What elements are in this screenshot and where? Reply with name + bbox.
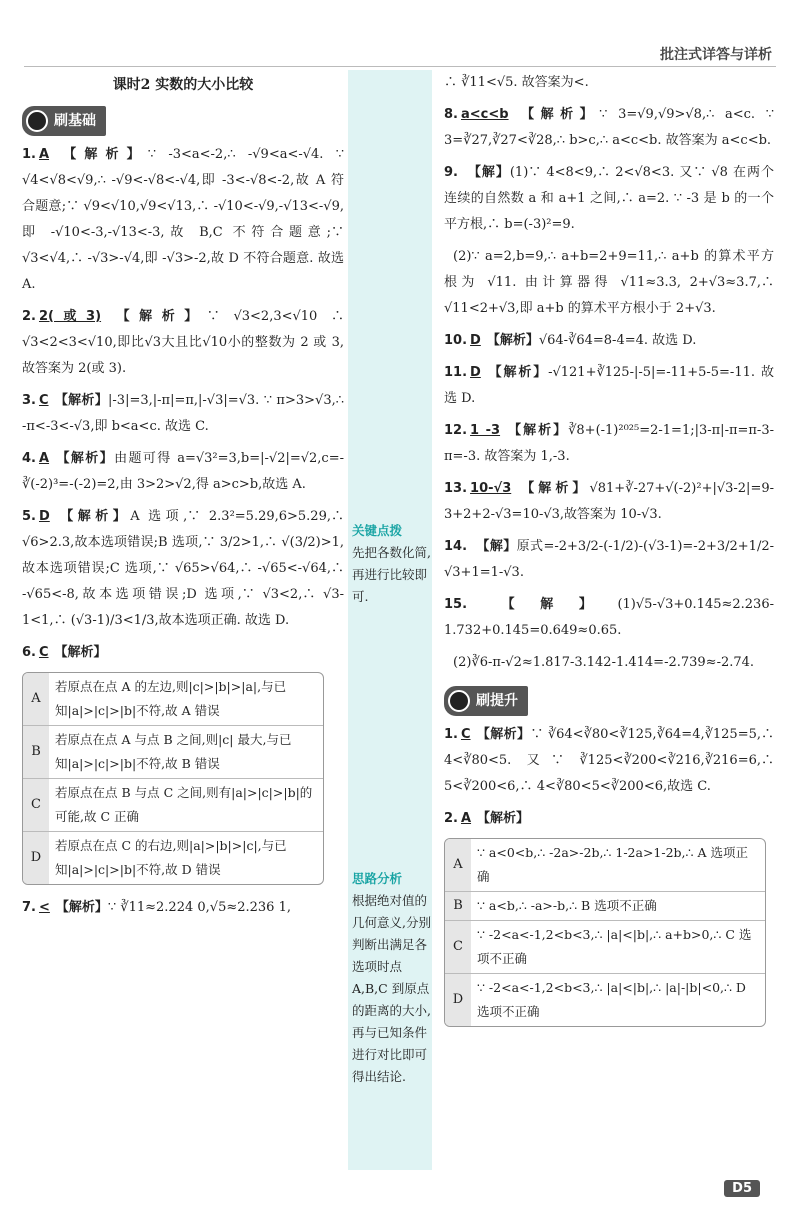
item-answer: A (38, 451, 50, 466)
option-row (445, 920, 765, 973)
option-text: ∵ a<b,∴ -a>-b,∴ B 选项不正确 (477, 898, 657, 913)
item-text: ∵ ∛64<∛80<∛125,∛64=4,∛125=5,∴ 4<∛80<5. 又∵ ∛125<∛200<∛216,∛216=6,∴ 5<∛200<6,∴ 4<∛80<5<∛200<6,故选 C. (444, 727, 774, 794)
item-tag: 【解】 (466, 165, 510, 180)
item-answer: 2(或3) (38, 309, 102, 324)
page-number: D5 (724, 1180, 760, 1197)
item-number: 1. (444, 727, 458, 742)
item-text: -√121+∛125-|-5|=-11+5-5=-11. 故选 D. (444, 365, 774, 406)
answer-item (444, 244, 774, 322)
item-tag: 【解析】 (55, 509, 131, 524)
item-tag: 【解析】 (54, 645, 107, 660)
note-text: 先把各数化简,再进行比较即可. (352, 545, 431, 604)
item-tag: 【解】 (476, 597, 618, 612)
answer-item (444, 360, 774, 412)
advanced-answer-list (444, 722, 774, 832)
header-rule (24, 66, 776, 67)
running-header: 批注式详答与详析 (660, 47, 772, 63)
option-label: D (445, 974, 471, 1026)
item-number: 11. (444, 365, 468, 380)
left-column (22, 70, 344, 927)
option-label: A (23, 673, 49, 725)
option-row (445, 839, 765, 891)
item-number: 10. (444, 333, 468, 348)
option-text: ∵ -2<a<-1,2<b<3,∴ |a|<|b|,∴ |a|-|b|<0,∴ D 选项不正确 (477, 980, 746, 1019)
answer-item (444, 722, 774, 800)
option-row (23, 831, 323, 884)
lesson-title: 课时2 实数的大小比较 (112, 77, 254, 93)
item-text: ∵ 3=√9,√9>√8,∴ a<c. ∵ 3=∛27,∛27<∛28,∴ b>c,∴ a<c<b. 故答案为 a<c<b. (444, 107, 774, 148)
answer-item (22, 304, 344, 382)
item-answer: C (460, 727, 471, 742)
section-basic-label: 刷基础 (54, 113, 96, 129)
item-tag: 【解析】 (54, 393, 109, 408)
answer-item (444, 592, 774, 644)
item-number: 13. (444, 481, 468, 496)
item-tag: 【解析】 (514, 107, 600, 122)
item-answer: C (38, 645, 49, 660)
item-tag: 【解析】 (477, 811, 530, 826)
adv2-option-table (444, 838, 766, 1027)
note-title: 思路分析 (352, 871, 403, 886)
option-text: ∵ -2<a<-1,2<b<3,∴ |a|<|b|,∴ a+b>0,∴ C 选项不正确 (477, 927, 752, 966)
answer-item (444, 160, 774, 238)
option-row (445, 891, 765, 920)
item-text: (2)∛6-π-√2≈1.817-3.142-1.414=-2.739≈-2.74. (453, 655, 755, 670)
answer-item (22, 446, 344, 498)
item-number: 4. (22, 451, 36, 466)
item-number: 3. (22, 393, 36, 408)
item-answer: 10-√3 (470, 481, 512, 496)
option-row (23, 725, 323, 778)
item-number: 6. (22, 645, 36, 660)
option-text: 若原点在点 A 的左边,则|c|>|b|>|a|,与已知|a|>|c|>|b|不符,故 A 错误 (55, 679, 287, 718)
item-answer: D (470, 333, 481, 348)
option-label: A (445, 839, 471, 891)
item-number: 2. (444, 811, 458, 826)
badge-icon (448, 690, 470, 712)
item-number: 7. (22, 900, 36, 915)
item-number: 12. (444, 423, 468, 438)
item-number: 15. (444, 597, 468, 612)
item-tag: 【解析】 (107, 309, 207, 324)
item-answer: < (38, 900, 50, 915)
item-number: 5. (22, 509, 36, 524)
item-tag: 【解析】 (486, 365, 549, 380)
right-answer-list (444, 102, 774, 676)
q6-option-table (22, 672, 324, 885)
answer-item (444, 328, 774, 354)
item-text: ∛8+(-1)²⁰²⁵=2-1=1;|3-π|-π=π-3-π=-3. 故答案为 1,-3. (444, 423, 774, 464)
note-title: 关键点拨 (352, 523, 403, 538)
item-tag: 【解析】 (476, 727, 531, 742)
option-label: B (445, 892, 471, 920)
item-answer: C (38, 393, 49, 408)
item-tag: 【解析】 (517, 481, 590, 496)
item-number: 1. (22, 147, 36, 162)
item-answer: 1 -3 (470, 423, 501, 438)
answer-item (22, 388, 344, 440)
answer-item (444, 418, 774, 470)
answer-item (22, 142, 344, 298)
option-row (23, 778, 323, 831)
option-row (23, 673, 323, 725)
item-answer: D (470, 365, 481, 380)
answer-item (22, 640, 344, 666)
item-tag: 【解析】 (506, 423, 569, 438)
item-tag: 【解析】 (55, 451, 115, 466)
section-advanced-badge (444, 686, 528, 716)
note-text: 根据绝对值的几何意义,分别判断出满足各选项时点 A,B,C 到原点的距离的大小,再与已知条件进行对比即可得出结论. (352, 893, 431, 1084)
item-text: (2)∵ a=2,b=9,∴ a+b=2+9=11,∴ a+b 的算术平方根为 √11. 由计算器得 √11≈3.3, 2+√3≈3.7,∴ √11<2+√3,即 a+b 的算术平方根小于 2+√3. (444, 249, 774, 316)
answer-item (444, 476, 774, 528)
item-text: √81+∛-27+√(-2)²+|√3-2|=9-3+2+2-√3=10-√3,故答案为 10-√3. (444, 481, 774, 522)
item-text: (1)√5-√3+0.145≈2.236-1.732+0.145=0.649≈0.65. (444, 597, 774, 638)
item-tag: 【解析】 (55, 900, 108, 915)
item-text: √64-∛64=8-4=4. 故选 D. (538, 333, 697, 348)
option-text: 若原点在点 B 与点 C 之间,则有|a|>|c|>|b|的可能,故 C 正确 (55, 785, 313, 824)
item-text: ∵ √3<2,3<√10 ∴ √3<2<3<√10,即比√3大且比√10小的整数为 2 或 3,故答案为 2(或 3). (22, 309, 344, 376)
section-basic-badge (22, 106, 106, 136)
option-text: 若原点在点 C 的右边,则|a|>|b|>|c|,与已知|a|>|c|>|b|不符,故 D 错误 (55, 838, 287, 877)
answer-item (22, 504, 344, 634)
item-text: 原式=-2+3/2-(-1/2)-(√3-1)=-2+3/2+1/2-√3+1=1-√3. (444, 539, 774, 580)
answer-item (444, 534, 774, 586)
badge-icon (26, 110, 48, 132)
item-answer: a<c<b (460, 107, 509, 122)
item-tag: 【解析】 (486, 333, 539, 348)
option-label: B (23, 726, 49, 778)
answer-item-7 (22, 895, 344, 921)
answer-item (444, 102, 774, 154)
answer-item (444, 806, 774, 832)
item-number: 9. (444, 165, 458, 180)
continued-text: ∴ ∛11<√5. 故答案为<. (444, 75, 589, 90)
note-key-point (352, 520, 432, 608)
item-text: ∵ -3<a<-2,∴ -√9<a<-√4. ∵ √4<√8<√9,∴ -√9<-√8<-√4,即 -3<-√8<-2,故 A 符合题意;∵ √9<√10,√9<√13,∴ -√10<-√9,-√13<-√9,即 -√10<-3,-√13<-3,故 B,C 不符合题意;∵ √3<√4,∴ -√3>-√4,即 -√3>-2,故 D 不符合题意. 故选 A. (22, 147, 344, 292)
item-answer: A (460, 811, 472, 826)
item-answer: A (38, 147, 50, 162)
option-row (445, 973, 765, 1026)
item-text: (1)∵ 4<8<9,∴ 2<√8<3. 又∵ √8 在两个连续的自然数 a 和 a+1 之间,∴ a=2. ∵ -3 是 b 的一个平方根,∴ b=(-3)²=9. (444, 165, 774, 232)
item-text: A 选项,∵ 2.3²=5.29,6>5.29,∴ √6>2.3,故本选项错误;B 选项,∵ 3/2>1,∴ √(3/2)>1,故本选项错误;C 选项,∵ √65>√64,∴ -√65<-√64,∴ -√65<-8,故本选项错误;D 选项,∵ √3<2,∴ √3-1<1,∴ (√3-1)/3<1/3,故本选项正确. 故选 D. (22, 509, 344, 628)
option-text: ∵ a<0<b,∴ -2a>-2b,∴ 1-2a>1-2b,∴ A 选项正确 (477, 845, 748, 884)
item-tag: 【解】 (476, 539, 517, 554)
item-answer: D (38, 509, 50, 524)
item-number: 2. (22, 309, 36, 324)
item-number: 14. (444, 539, 468, 554)
option-label: C (445, 921, 471, 973)
item-text: ∵ ∛11≈2.224 0,√5≈2.236 1, (107, 900, 291, 915)
item-tag: 【解析】 (55, 147, 148, 162)
right-column (444, 70, 774, 1037)
item-text: |-3|=3,|-π|=π,|-√3|=√3. ∵ π>3>√3,∴ -π<-3<-√3,即 b<a<c. 故选 C. (22, 393, 344, 434)
note-thought-analysis (352, 868, 432, 1088)
item-text: 由题可得 a=√3²=3,b=|-√2|=√2,c=-∛(-2)³=-(-2)=2,由 3>2>√2,得 a>c>b,故选 A. (22, 451, 344, 492)
option-text: 若原点在点 A 与点 B 之间,则|c| 最大,与已知|a|>|c|>|b|不符,故 B 错误 (55, 732, 292, 771)
option-label: C (23, 779, 49, 831)
option-label: D (23, 832, 49, 884)
section-advanced-label: 刷提升 (476, 693, 518, 709)
answer-item (444, 650, 774, 676)
left-answer-list (22, 142, 344, 666)
item-number: 8. (444, 107, 458, 122)
